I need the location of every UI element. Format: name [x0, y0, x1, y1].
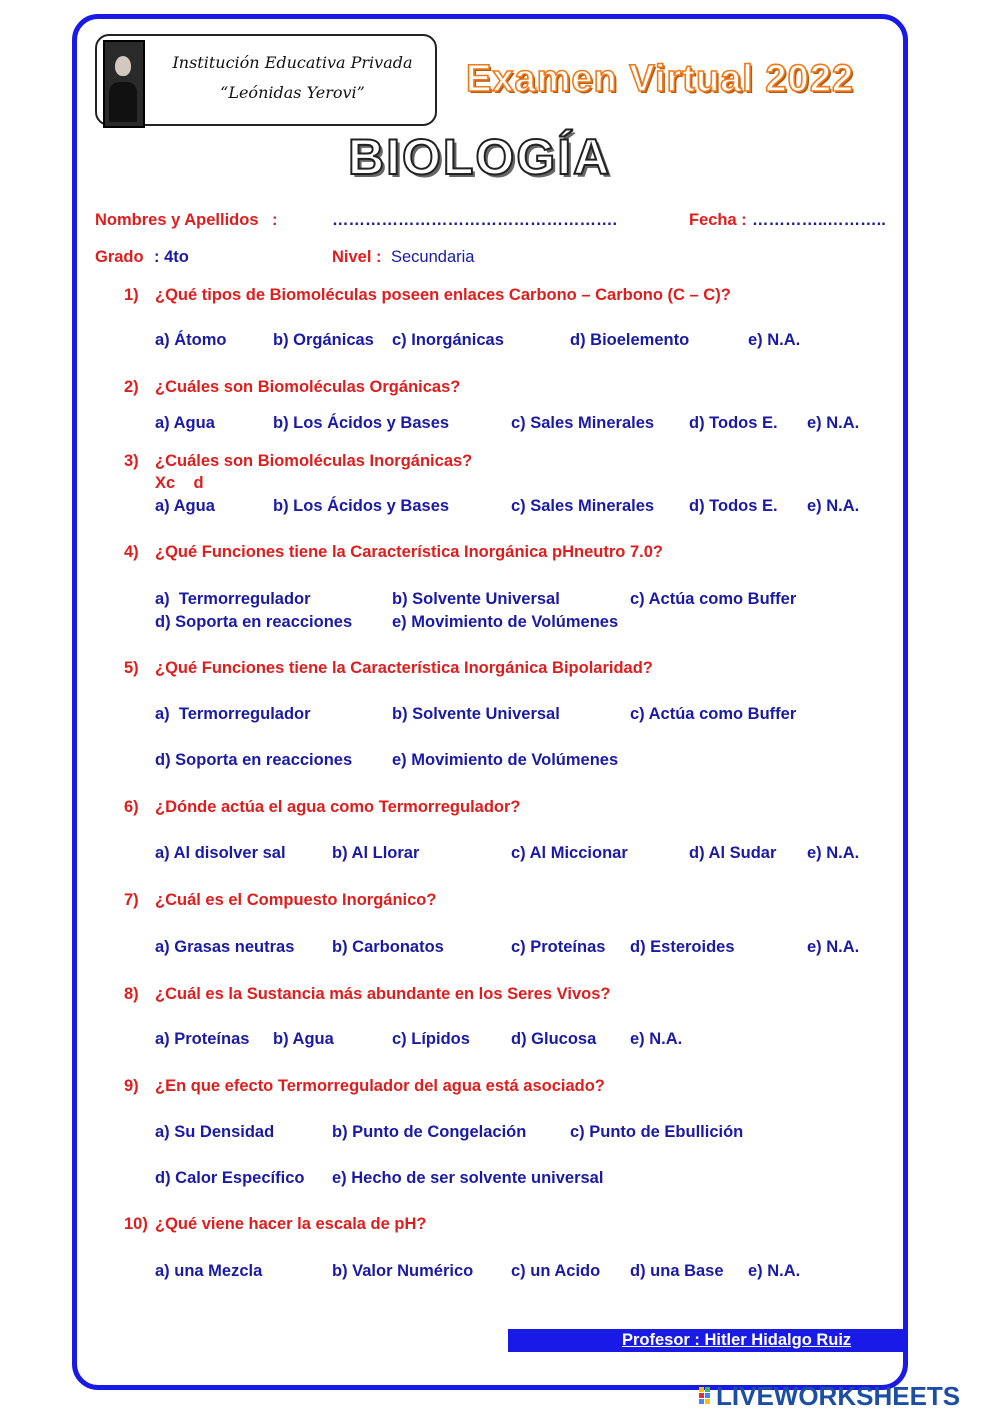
option[interactable]: c) un Acido: [511, 1262, 601, 1280]
question-number: 3): [124, 452, 139, 470]
question-number: 7): [124, 891, 139, 909]
option[interactable]: c) Sales Minerales: [511, 497, 655, 515]
liveworksheets-logo-icon: [698, 1385, 718, 1407]
option[interactable]: e) N.A.: [630, 1030, 683, 1048]
option[interactable]: c) Actúa como Buffer: [630, 705, 797, 723]
option[interactable]: e) N.A.: [807, 844, 860, 862]
option[interactable]: a) Átomo: [155, 331, 227, 349]
question-number: 2): [124, 378, 139, 396]
option[interactable]: a) Grasas neutras: [155, 938, 295, 956]
option[interactable]: b) Agua: [273, 1030, 334, 1048]
option[interactable]: b) Solvente Universal: [392, 705, 560, 723]
question-number: 4): [124, 543, 139, 561]
option[interactable]: a) Agua: [155, 414, 215, 432]
question-text: ¿Qué Funciones tiene la Característica Inorgánica pHneutro 7.0?: [155, 543, 663, 561]
option[interactable]: b) Orgánicas: [273, 331, 374, 349]
date-field[interactable]: …………..………..: [752, 211, 886, 229]
option[interactable]: e) N.A.: [807, 938, 860, 956]
option[interactable]: b) Punto de Congelación: [332, 1123, 527, 1141]
level-value: Secundaria: [391, 248, 475, 266]
question-number: 9): [124, 1077, 139, 1095]
option[interactable]: d) Glucosa: [511, 1030, 597, 1048]
name-label: Nombres y Apellidos: [95, 211, 259, 229]
school-name: [150, 48, 435, 108]
question-number: 6): [124, 798, 139, 816]
option[interactable]: d) Soporta en reacciones: [155, 613, 353, 631]
question-text: ¿Cuál es la Sustancia más abundante en los Seres Vivos?: [155, 985, 611, 1003]
option[interactable]: d) Todos E.: [689, 497, 778, 515]
option[interactable]: a) Agua: [155, 497, 215, 515]
school-line-2: “Leónidas Yerovi”: [220, 83, 365, 102]
subject-title: BIOLOGÍA: [348, 129, 612, 185]
school-line-1: Institución Educativa Privada: [172, 53, 413, 72]
option[interactable]: d) Esteroides: [630, 938, 735, 956]
option[interactable]: e) N.A.: [748, 1262, 801, 1280]
grade-label: Grado: [95, 248, 144, 266]
option[interactable]: d) Bioelemento: [570, 331, 690, 349]
grade-value: : 4to: [154, 248, 189, 266]
question-text: ¿En que efecto Termorregulador del agua está asociado?: [155, 1077, 605, 1095]
option[interactable]: d) una Base: [630, 1262, 724, 1280]
liveworksheets-watermark[interactable]: LIVEWORKSHEETS: [716, 1381, 961, 1411]
option[interactable]: d) Todos E.: [689, 414, 778, 432]
question-number: 10): [124, 1215, 148, 1233]
option[interactable]: c) Sales Minerales: [511, 414, 655, 432]
question-text: ¿Cuáles son Biomoléculas Orgánicas?: [155, 378, 461, 396]
option[interactable]: a) Termorregulador: [155, 590, 311, 608]
option[interactable]: c) Lípidos: [392, 1030, 470, 1048]
question-number: 1): [124, 286, 139, 304]
question-text: ¿Cuáles son Biomoléculas Inorgánicas?: [155, 452, 473, 470]
teacher-name: Profesor : Hitler Hidalgo Ruiz: [622, 1331, 852, 1349]
option[interactable]: a) una Mezcla: [155, 1262, 263, 1280]
handwritten-note: Xc d: [155, 474, 204, 492]
name-colon: :: [272, 211, 278, 229]
option[interactable]: b) Los Ácidos y Bases: [273, 497, 450, 515]
option[interactable]: e) Movimiento de Volúmenes: [392, 613, 619, 631]
question-number: 8): [124, 985, 139, 1003]
question-text: ¿Qué Funciones tiene la Característica Inorgánica Bipolaridad?: [155, 659, 653, 677]
option[interactable]: a) Termorregulador: [155, 705, 311, 723]
option[interactable]: c) Al Miccionar: [511, 844, 628, 862]
option[interactable]: b) Al Llorar: [332, 844, 420, 862]
option[interactable]: c) Inorgánicas: [392, 331, 504, 349]
question-number: 5): [124, 659, 139, 677]
option[interactable]: d) Al Sudar: [689, 844, 777, 862]
question-text: ¿Dónde actúa el agua como Termorregulador?: [155, 798, 521, 816]
question-text: ¿Qué tipos de Biomoléculas poseen enlaces Carbono – Carbono (C – C)?: [155, 286, 731, 304]
option[interactable]: c) Proteínas: [511, 938, 606, 956]
option[interactable]: e) Hecho de ser solvente universal: [332, 1169, 604, 1187]
option[interactable]: e) N.A.: [807, 414, 860, 432]
exam-title: Examen Virtual 2022: [466, 58, 854, 100]
option[interactable]: d) Calor Específico: [155, 1169, 305, 1187]
option[interactable]: b) Carbonatos: [332, 938, 444, 956]
date-label: Fecha :: [689, 211, 747, 229]
option[interactable]: e) N.A.: [807, 497, 860, 515]
name-field[interactable]: …………………………………………….: [332, 211, 618, 229]
option[interactable]: b) Valor Numérico: [332, 1262, 474, 1280]
option[interactable]: e) Movimiento de Volúmenes: [392, 751, 619, 769]
level-label: Nivel :: [332, 248, 382, 266]
option[interactable]: e) N.A.: [748, 331, 801, 349]
option[interactable]: a) Al disolver sal: [155, 844, 286, 862]
question-text: ¿Qué viene hacer la escala de pH?: [155, 1215, 427, 1233]
question-text: ¿Cuál es el Compuesto Inorgánico?: [155, 891, 437, 909]
option[interactable]: a) Proteínas: [155, 1030, 250, 1048]
option[interactable]: d) Soporta en reacciones: [155, 751, 353, 769]
option[interactable]: a) Su Densidad: [155, 1123, 275, 1141]
option[interactable]: c) Actúa como Buffer: [630, 590, 797, 608]
option[interactable]: b) Solvente Universal: [392, 590, 560, 608]
option[interactable]: b) Los Ácidos y Bases: [273, 414, 450, 432]
option[interactable]: c) Punto de Ebullición: [570, 1123, 744, 1141]
founder-portrait: [103, 40, 145, 128]
